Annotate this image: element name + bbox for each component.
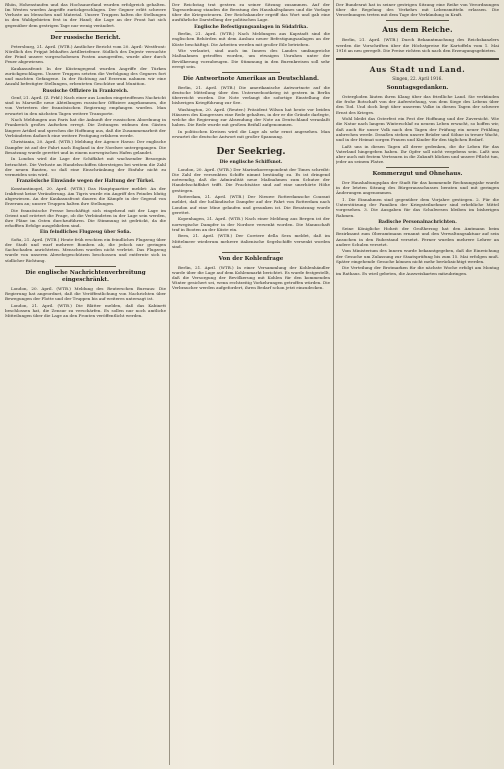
article-heading: Kommerzgut und Ohnehaus. [372, 171, 463, 178]
article-paragraph: Wohl bleibt das Osterfest ein Fest der Hoffnung und der Zuversicht. Wie die Natur nach langem Winterschlaf zu neuem Leben erwacht, so hoffen wir, daß auch für unser Volk nach den Tagen der Prüfung ein neuer Frühling anbrechen werde. Draußen stehen unsere Brüder und Söhne in treuer Wacht, und in der Heimat sorgen Frauen und Kinder für den täglichen Bedarf. [336, 116, 499, 142]
article-paragraph: Der Bundesrat hat in seiner gestrigen Sitzung eine Reihe von Verordnungen über die Regelung des Verkehrs mit Lebensmitteln erlassen. Die Verordnungen treten mit dem Tage der Verkündung in Kraft. [336, 2, 499, 18]
article-heading: Französische Einwände wegen der Haltung der Türkei. [16, 178, 155, 184]
article-paragraph: Christiania, 20. April. (WTB.) Meldung der Agence Havas: Der englische Dampfer ist auf der Fahrt nach England in der Nordsee untergegangen. Die Besatzung wurde gerettet und in einem norwegischen Hafen gelandet. [5, 139, 166, 155]
column-divider [333, 0, 334, 765]
section-title: Der Seekrieg. [216, 147, 286, 158]
article-heading: Sonntagsgedanken. [386, 85, 449, 92]
article-paragraph: Petersburg, 21. April. (WTB.) Amtlicher Bericht vom 20. April: Westfront: Nördlich des Pripjat lebhaftes Artilleriefeuer. Südlich des Dnjestr versuchte der Feind unsere vorgeschobenen Posten anzugreifen, wurde aber durch Feuer abgewiesen. [5, 43, 166, 65]
section-title: Aus Stadt und Land. [369, 64, 466, 74]
column-divider [169, 0, 170, 765]
section-divider [386, 167, 449, 168]
section-divider [222, 72, 280, 73]
article-heading: Russische Offiziere in Frankreich. [42, 88, 129, 94]
article-paragraph: London, 20. April. (WTB.) Der Marinekorrespondent der Times schreibt: Die Zahl der versenkten Schiffe nimmt beständig zu. Es ist dringend notwendig, daß die Admiralität neue Maßnahmen zum Schutze der Handelsschiffahrt trifft. Die Frachtsätze sind auf eine unerhörte Höhe gestiegen. [172, 166, 330, 193]
article-paragraph: Die französische Presse beschäftigt sich eingehend mit der Lage im Orient und erörtert die Frage, ob die Verbündeten in der Lage sein werden, ihre Pläne im Osten durchzuführen. Die Stimmung ist gedrückt, da die erhofften Erfolge ausgeblieben sind. [5, 207, 166, 229]
section-divider [386, 20, 449, 21]
article-paragraph: Wie verlautet, sind auch im Innern des Landes umfangreiche Maßnahmen getroffen worden, um etwaigen Unruhen unter der Bevölkerung vorzubeugen. Die Stimmung in den Burenkreisen soll sehr erregt sein. [172, 48, 330, 69]
article-paragraph: Genf, 21. April. (Z. Frkf.) Nach einer aus London eingetroffenen Nachricht sind in Marseille neue Abteilungen russischer Offiziere angekommen, die von Vertretern der französischen Regierung empfangen wurden. Man erwartet in den nächsten Tagen weitere Transporte. [5, 95, 166, 116]
article-heading: Die Antwortnote Amerikas an Deutschland. [183, 75, 319, 82]
article-paragraph: Kaukasusfront: In der Küstengegend wurden Angriffe der Türken zurückgeschlagen. Unsere Truppen setzten die Verfolgung des Gegners fort und machten Gefangene. In der Richtung auf Erzerum nahmen wir eine Anzahl befestigter Stellungen, erbeuteten Geschütze und Munition. [5, 65, 166, 87]
article-heading: Die englische Nachrichtenverbreitung eingeschränkt. [25, 269, 146, 283]
dateline: Singen, 22. April 1916. [392, 76, 443, 82]
article-paragraph: 1. Die Einnahmen sind gegenüber dem Vorjahre gestiegen. 2. Für die Unterstützung der Familien der Kriegsteilnehmer sind erhebliche Mittel vorgesehen. 3. Die Ausgaben für das Schulwesen bleiben im bisherigen Rahmen. [336, 197, 499, 218]
article-heading: Von der Kohlenfrage [218, 255, 284, 262]
article-paragraph: Sofia, 21. April. (WTB.) Heute früh erschien ein feindliches Flugzeug über der Stadt und warf mehrere Bomben ab, die jedoch nur geringen Sachschaden anrichteten. Menschen wurden nicht verletzt. Das Flugzeug wurde von unseren Abwehrgeschützen beschossen und entfernte sich in südlicher Richtung. [5, 236, 166, 263]
article-paragraph: In politischen Kreisen wird die Lage als sehr ernst angesehen. Man erwartet die deutsche Antwort mit großer Spannung. [172, 129, 330, 140]
column-right [336, 2, 499, 762]
article-paragraph: Rotterdam, 21. April. (WTB.) Der Nieuwe Rotterdamsche Courant meldet, daß der holländische Dampfer auf der Fahrt von Rotterdam nach London auf eine Mine gelaufen und gesunken ist. Die Besatzung wurde gerettet. [172, 194, 330, 215]
article-paragraph: In London wird die Lage der Schiffahrt mit wachsender Besorgnis betrachtet. Die Verluste an Handelsschiffen übersteigen bei weitem die Zahl der neuen Bauten, so daß eine Einschränkung der Einfuhr nicht zu vermeiden sein wird. [5, 156, 166, 177]
section-divider [222, 252, 280, 253]
article-paragraph: Der Haushaltungsplan der Stadt für das kommende Rechnungsjahr wurde in der letzten Sitzung des Bürgerausschusses beraten und mit geringen Änderungen angenommen. [336, 180, 499, 196]
article-paragraph: Berlin, 21. April. (WTB.) In einer Versammlung der Kohlenhändler wurde über die Lage auf dem Kohlenmarkt berichtet. Es wurde festgestellt, daß die Versorgung der Bevölkerung mit Kohlen für den kommenden Winter gesichert sei, wenn rechtzeitig Vorkehrungen getroffen würden. Die Verbraucher werden aufgefordert, ihren Bedarf schon jetzt einzudecken. [172, 264, 330, 291]
article-paragraph: London, 20. April. (WTB.) Meldung des Reuterschen Bureaus: Die Regierung hat angeordnet, daß die Veröffentlichung von Nachrichten über Bewegungen der Flotte und der Truppen bis auf weiteres untersagt ist. [5, 285, 166, 301]
section-divider [55, 266, 116, 267]
column-left [5, 2, 166, 762]
article-paragraph: Laßt uns in diesen Tagen all derer gedenken, die ihr Leben für das Vaterland hingegeben haben. Ihr Opfer soll nicht vergebens sein. Laßt uns aber auch mit festem Vertrauen in die Zukunft blicken und unsere Pflicht tun, jeder an seinem Platze. [336, 143, 499, 164]
section-divider [55, 31, 116, 32]
article-paragraph: Konstantinopel, 20. April. (WTB.) Das Hauptquartier meldet: An der Irakfront keine Veränderung. Am Tigris wurde ein Angriff des Feindes blutig abgewiesen. An der Kaukasusfront dauern die Kämpfe in der Gegend von Erzerum an; unsere Truppen halten ihre Stellungen. [5, 185, 166, 207]
article-paragraph: Rhön, Hohenstaufen und das Hochsauerland wurden erfolgreich gehalten. Im Westen wurden Angriffe zurückgeschlagen. Der Gegner erlitt schwere Verluste an Menschen und Material. Unsere Truppen halten die Stellungen in den Waldgebieten fest in der Hand; die Lage an der Front hat sich gegenüber dem gestrigen Tage nur wenig verändert. [5, 2, 166, 28]
article-heading: Aus dem Reiche. [382, 25, 453, 35]
article-heading: Badische Personalnachrichten. [378, 219, 457, 225]
article-paragraph: Die Verteilung der Brotmarken für die nächste Woche erfolgt am Montag im Rathaus. Es wird gebeten, die Ausweiskarten mitzubringen. [336, 265, 499, 276]
article-paragraph: Bern, 21. April. (WTB.) Der Corriere della Sera meldet, daß im Mittelmeer wiederum mehrere italienische Segelschiffe versenkt worden sind. [172, 233, 330, 249]
article-paragraph: Kopenhagen, 21. April. (WTB.) Nach einer Meldung aus Bergen ist der norwegische Dampfer in der Nordsee versenkt worden. Die Mannschaft traf in Booten an der Küste ein. [172, 216, 330, 232]
column-middle [172, 2, 330, 762]
article-heading: Der russische Bericht. [50, 34, 121, 41]
article-heading: Die englische Schiffsnot. [219, 160, 283, 166]
article-paragraph: London, 21. April. (WTB.) Die Blätter melden, daß das Kabinett beschlossen hat, die Zensur zu verschärfen. Es sollen nur noch amtliche Mitteilungen über die Lage an den Fronten veröffentlicht werden. [5, 302, 166, 318]
article-paragraph: Berlin, 21. April. (WTB.) Nach Meldungen aus Kapstadt sind die englischen Behörden mit dem Ausbau neuer Befestigungsanlagen an der Küste beschäftigt. Die Arbeiten werden mit großer Eile betrieben. [172, 31, 330, 47]
section-divider [336, 58, 499, 60]
article-paragraph: Berlin, 21. April. (WTB.) Durch Bekanntmachung des Reichskanzlers werden die Vorschriften über die Höchstpreise für Kartoffeln vom 1. Mai 1916 an neu geregelt. Die Preise richten sich nach den Erzeugungsgebieten. [336, 37, 499, 53]
article-heading: Ein feindliches Flugzeug über Sofia. [39, 230, 132, 236]
article-paragraph: Washington, 20. April. (Reuter.) Präsident Wilson hat heute vor beiden Häusern des Kongresses eine Rede gehalten, in der er die Gründe darlegte, welche die Regierung zur Absendung der Note an Deutschland veranlaßt haben. Die Rede wurde mit großem Beifall aufgenommen. [172, 106, 330, 128]
article-paragraph: Seine Königliche Hoheit der Großherzog hat den Amtmann beim Bezirksamt zum Oberamtmann ernannt und den Verwaltungsaktuar auf sein Ansuchen in den Ruhestand versetzt. Ferner wurden mehrere Lehrer an andere Schulen versetzt. [336, 226, 499, 247]
article-paragraph: Der Reichstag trat gestern zu seiner Sitzung zusammen. Auf der Tagesordnung standen die Beratung des Haushaltsplanes und die Vorlage über die Kriegssteuern. Der Reichskanzler ergriff das Wort und gab eine ausführliche Darstellung der politischen Lage. [172, 2, 330, 23]
article-heading: Englische Befestigungsanlagen in Südafrika. [194, 24, 308, 30]
article-paragraph: Nach Meldungen aus Paris hat die Ankunft der russischen Abordnung in Frankreich großes Aufsehen erregt. Die Zeitungen widmen den Gästen längere Artikel und sprechen die Hoffnung aus, daß die Zusammenarbeit der Verbündeten dadurch eine weitere Festigung erfahren werde. [5, 117, 166, 138]
article-paragraph: Ostergloden läuten ihren Klang über das friedliche Land. Sie verkünden die frohe Botschaft von der Auferstehung, von dem Siege des Lebens über den Tod. Und doch liegt über unserem Volke in diesen Tagen der schwere Ernst des Krieges. [336, 94, 499, 115]
article-paragraph: Vom Ministerium des Innern wurde bekanntgegeben, daß die Einreichung der Gesuche um Zulassung zur Staatsprüfung bis zum 15. Mai erfolgen muß. Später eingehende Gesuche können nicht mehr berücksichtigt werden. [336, 248, 499, 264]
article-paragraph: Berlin, 21. April. (WTB.) Die amerikanische Antwortnote auf die deutsche Mitteilung über den Unterseebootkrieg ist gestern in Berlin überreicht worden. Die Note verlangt die sofortige Einstellung der bisherigen Kriegführung zur See. [172, 84, 330, 106]
